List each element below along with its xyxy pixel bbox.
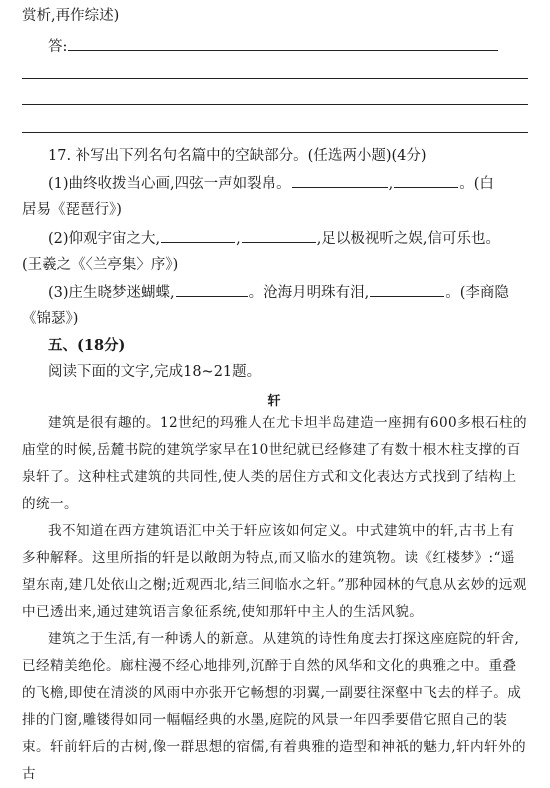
fill-blank[interactable] [394, 173, 458, 188]
question-17-item-1-source: 居易《琵琶行》) [22, 202, 122, 218]
instruction-continuation: 赏析,再作综述) [22, 8, 120, 24]
question-17-item-3-source: 《锦瑟》) [22, 311, 79, 327]
answer-label: 答: [48, 39, 68, 55]
reading-instruction: 阅读下面的文字,完成18~21题。 [48, 364, 262, 380]
fill-blank[interactable] [242, 228, 316, 243]
question-17-item-3: (3)庄生晓梦迷蝴蝶, 。沧海月明珠有泪, 。(李商隐 [48, 282, 509, 303]
fill-blank[interactable] [370, 282, 444, 297]
question-17-item-1: (1)曲终收拨当心画,四弦一声如裂帛。 , 。(白 [48, 173, 494, 194]
answer-blank[interactable] [68, 36, 498, 51]
section-5-heading: 五、(18分) [48, 337, 126, 354]
answer-rule-2[interactable] [22, 104, 528, 105]
answer-rule-1[interactable] [22, 78, 528, 79]
passage-body [22, 410, 528, 788]
answer-rule-3[interactable] [22, 132, 528, 133]
answer-field[interactable] [48, 36, 499, 57]
fill-blank[interactable] [292, 173, 388, 188]
question-17-stem: 17. 补写出下列名句名篇中的空缺部分。(任选两小题)(4分) [48, 148, 427, 164]
question-17-item-2: (2)仰观宇宙之大, , ,足以极视听之娱,信可乐也。 [48, 228, 500, 249]
passage-paragraph-3: 建筑之于生活,有一种诱人的新意。从建筑的诗性角度去打探这座庭院的轩舍,已经精美绝伦。廊柱漫不经心地排列,沉醉于自然的风华和文化的典雅之中。重叠的飞檐,即使在清淡的风雨中亦张开它畅想的羽翼,一副要往深壑中飞去的样子。成排的门窗,雕镂得如同一幅幅经典的水墨,庭院的风景一年四季要借它照自己的装束。轩前轩后的古树,像一群思想的宿儒,有着典雅的造型和神祇的魅力,轩内轩外的古 [22, 631, 526, 782]
fill-blank[interactable] [176, 282, 248, 297]
question-17-item-2-source: (王羲之《〈兰亭集〉序》) [22, 257, 179, 273]
fill-blank[interactable] [161, 228, 235, 243]
passage-title: 轩 [267, 394, 283, 409]
passage-paragraph-1: 建筑是很有趣的。12世纪的玛雅人在尤卡坦半岛建造一座拥有600多根石柱的庙堂的时候,岳麓书院的建筑学家早在10世纪就已经修建了有数十根木柱支撑的百泉轩了。这种柱式建筑的共同性,使人类的居住方式和文化表达方式找到了结构上的统一。 [22, 415, 528, 512]
passage-paragraph-2: 我不知道在西方建筑语汇中关于轩应该如何定义。中式建筑中的轩,古书上有多种解释。这里所指的轩是以敞朗为特点,而又临水的建筑物。读《红楼梦》:“遥望东南,建几处依山之榭;近观西北,结三间临水之轩。”那种园林的气息从玄妙的远观中已透出来,通过建筑语言象征系统,使知那轩中主人的生活风貌。 [22, 523, 527, 620]
